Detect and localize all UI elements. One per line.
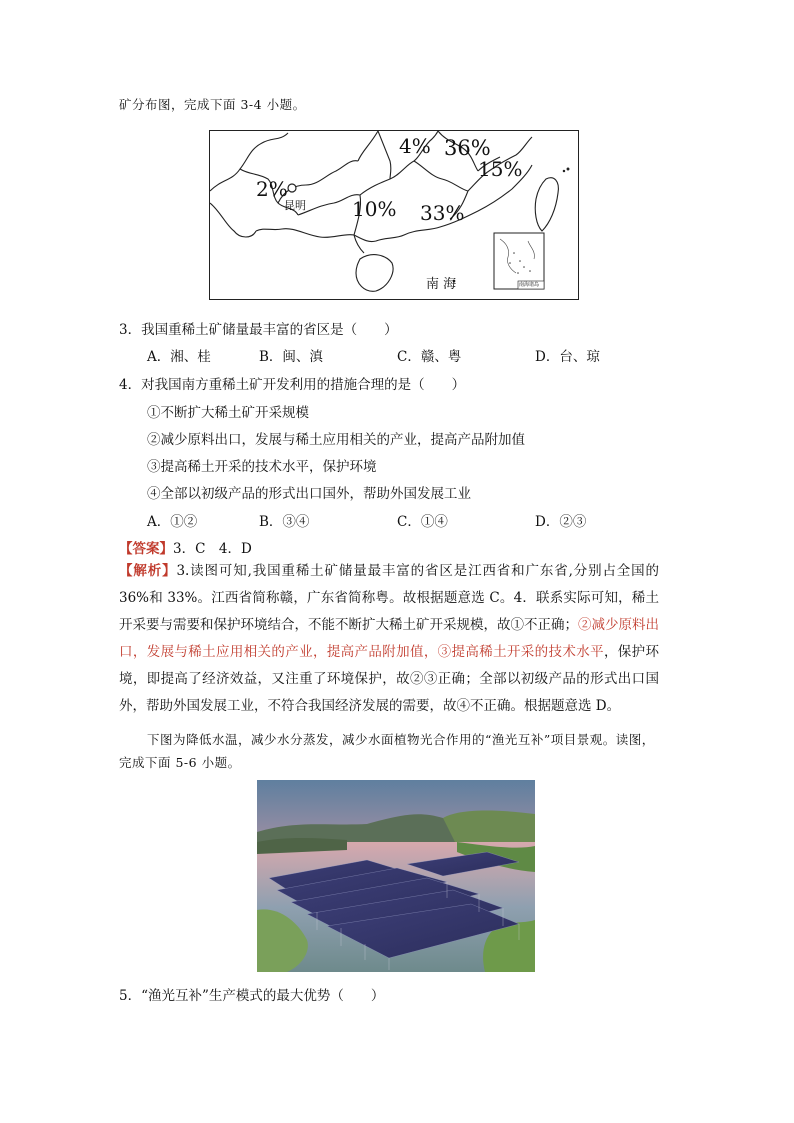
intro2-line2: 完成下面 5-6 小题。	[119, 755, 241, 770]
map-label-fujian: 15%	[478, 157, 523, 181]
q3-option-a: A．湘、桂	[147, 349, 211, 365]
map-label-guangdong: 33%	[420, 201, 465, 225]
intro2-line1: 下图为降低水温，减少水分蒸发，减少水面植物光合作用的“渔光互补”项目景观。读图，	[147, 732, 655, 747]
map-label-hunan: 4%	[399, 134, 431, 158]
photo-illustration	[257, 780, 535, 972]
rare-earth-map	[209, 130, 579, 300]
inset-label: 南海诸岛	[519, 282, 540, 288]
q4-option-b: B．③④	[259, 514, 310, 530]
kunming-marker-icon	[288, 184, 296, 192]
answer-text: 3．C 4．D	[173, 541, 252, 557]
question-5-stem: 5．“渔光互补”生产模式的最大优势（ ）	[119, 988, 385, 1004]
q4-item-1: ①不断扩大稀土矿开采规模	[147, 405, 309, 421]
explanation-text-2: ，保护环境，即提高了经济效益，又注重了环境保护，故②③正确；全部以初级产品的形式出口国外，帮助外国发展工业，不符合我国经济发展的需要，故④不正确。根据题意选 D。	[119, 644, 660, 714]
q4-item-4: ④全部以初级产品的形式出口国外，帮助外国发展工业	[147, 486, 471, 502]
question-3-stem: 3．我国重稀土矿储量最丰富的省区是（ ）	[119, 322, 398, 338]
answer-line	[119, 537, 252, 557]
fishery-solar-photo	[257, 780, 535, 972]
intro-text: 矿分布图，完成下面 3-4 小题。	[119, 97, 306, 112]
city-label-kunming: 昆明	[284, 199, 306, 212]
q4-item-2: ②减少原料出口，发展与稀土应用相关的产业，提高产品附加值	[147, 432, 525, 448]
explanation-paragraph	[119, 558, 659, 720]
q3-option-b: B．闽、滇	[259, 349, 323, 365]
answer-label: 【答案】	[119, 541, 173, 557]
map-label-jiangxi: 36%	[444, 136, 491, 160]
explanation-text-1: 3.读图可知,我国重稀土矿储量最丰富的省区是江西省和广东省,分别占全国的 36%和 33%。江西省简称赣，广东省简称粤。故根据题意选 C。4．联系实际可知，稀土开采要与需要和保护环境结合，不能不断扩大稀土矿开采规模，故①不正确；	[119, 563, 660, 633]
question-4-stem: 4．对我国南方重稀土矿开发利用的措施合理的是（ ）	[119, 377, 466, 393]
sea-label: 南 海	[426, 277, 457, 292]
explanation-highlight-2: ③提高稀土开采的技术水平	[437, 644, 604, 660]
q3-option-d: D．台、琼	[535, 349, 600, 365]
explanation-highlight-1: ②减少原料出口，发展与稀土应用相关的产业，提高产品附加值，	[119, 617, 659, 660]
map-label-yunnan: 2%	[256, 177, 288, 201]
q4-item-3: ③提高稀土开采的技术水平，保护环境	[147, 459, 377, 475]
map-label-guangxi: 10%	[352, 197, 397, 221]
q4-option-a: A．①②	[147, 514, 198, 530]
q3-option-c: C．赣、粤	[397, 349, 462, 365]
explanation-label: 【解析】	[119, 563, 177, 579]
q4-option-d: D．②③	[535, 514, 587, 530]
q4-option-c: C．①④	[397, 514, 448, 530]
